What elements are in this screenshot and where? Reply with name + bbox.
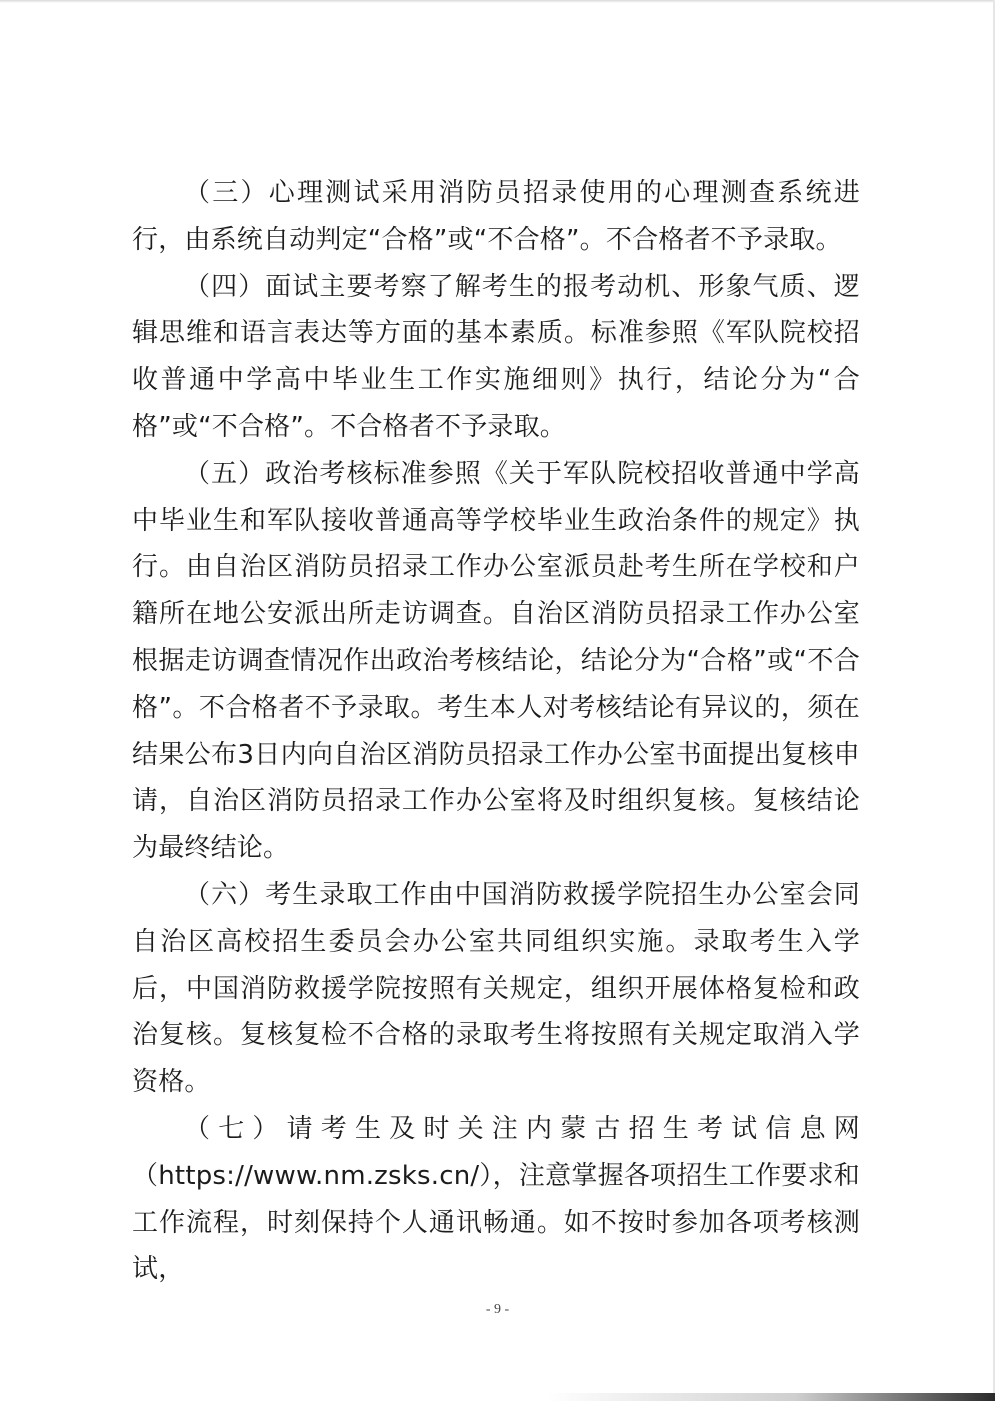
paragraph-5: （五）政治考核标准参照《关于军队院校招收普通中学高中毕业生和军队接收普通高等学校毕业生政治条件的规定》执行。由自治区消防员招录工作办公室派员赴考生所在学校和户籍所在地公安派出所走访调查。自治区消防员招录工作办公室根据走访调查情况作出政治考核结论，结论分为“合格”或“不合格”。不合格者不予录取。考生本人对考核结论有异议的，须在结果公布3日内向自治区消防员招录工作办公室书面提出复核申请，自治区消防员招录工作办公室将及时组织复核。复核结论为最终结论。 (132, 458, 860, 864)
scan-edge-bottom (0, 1393, 995, 1401)
document-body (132, 170, 860, 1293)
scan-edge-top (0, 0, 995, 3)
page-number: - 9 - (485, 1302, 510, 1317)
paragraph-7: （七）请考生及时关注内蒙古招生考试信息网（https://www.nm.zsks.cn/），注意掌握各项招生工作要求和工作流程，时刻保持个人通讯畅通。如不按时参加各项考核测试， (132, 1113, 860, 1285)
paragraph-4: （四）面试主要考察了解考生的报考动机、形象气质、逻辑思维和语言表达等方面的基本素质。标准参照《军队院校招收普通中学高中毕业生工作实施细则》执行，结论分为“合格”或“不合格”。不合格者不予录取。 (132, 271, 860, 442)
paragraph-6: （六）考生录取工作由中国消防救援学院招生办公室会同自治区高校招生委员会办公室共同组织实施。录取考生入学后，中国消防救援学院按照有关规定，组织开展体格复检和政治复核。复核复检不合格的录取考生将按照有关规定取消入学资格。 (132, 879, 860, 1098)
paragraph-3: （三）心理测试采用消防员招录使用的心理测查系统进行，由系统自动判定“合格”或“不合格”。不合格者不予录取。 (132, 178, 860, 255)
